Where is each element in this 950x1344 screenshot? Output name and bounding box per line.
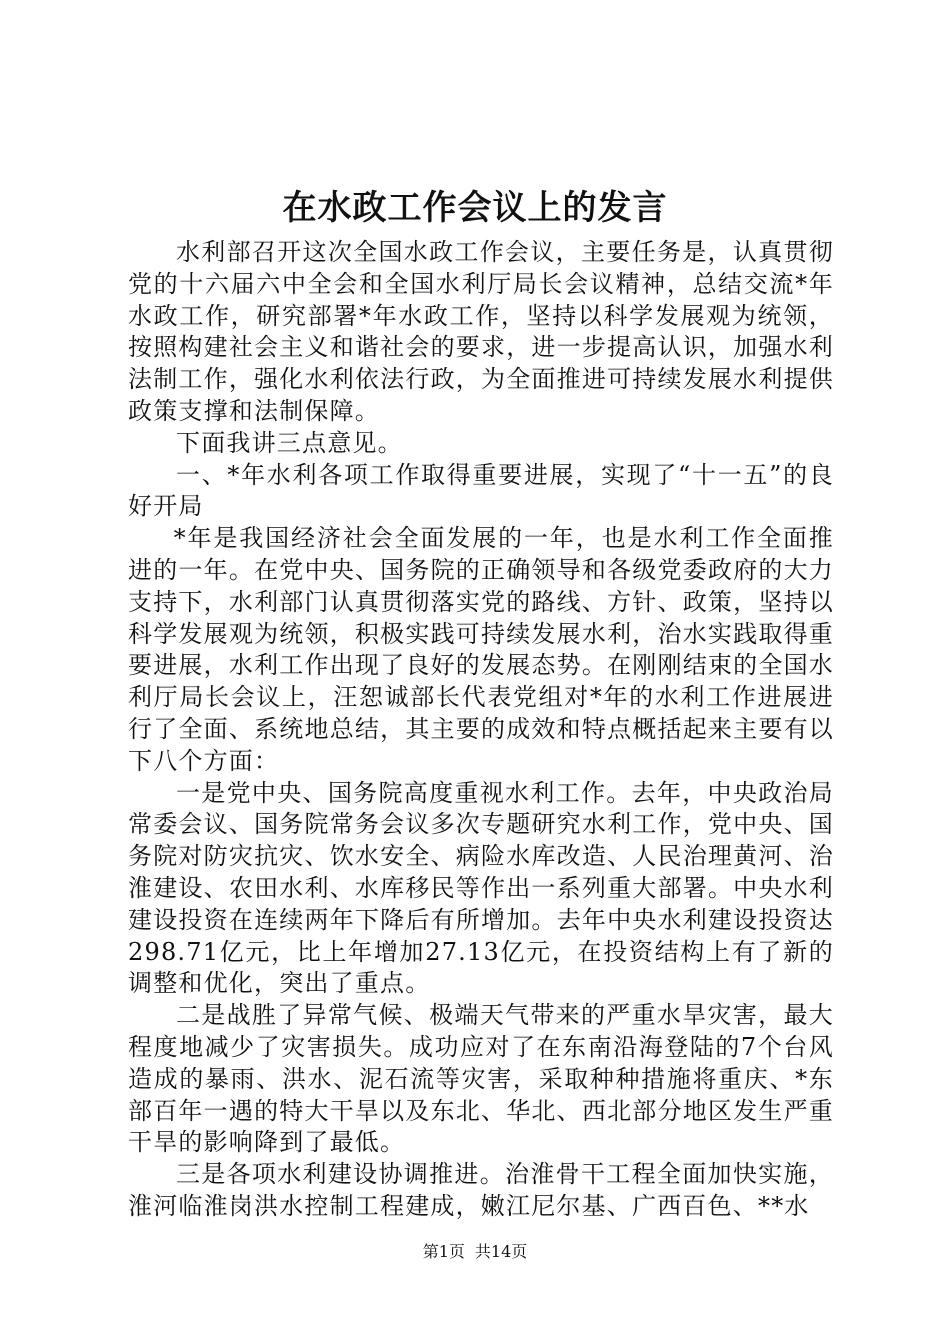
section-heading-one: 一、*年水利各项工作取得重要进展，实现了“十一五”的良好开局 xyxy=(128,460,834,521)
document-title: 在水政工作会议上的发言 xyxy=(282,188,668,228)
page-total: 共14页 xyxy=(474,1242,528,1261)
paragraph-point-three: 三是各项水利建设协调推进。治淮骨干工程全面加快实施，淮河临淮岗洪水控制工程建成，嫩江尼尔基、广西百色、**水 xyxy=(128,1160,834,1220)
paragraph-point-two: 二是战胜了异常气候、极端天气带来的严重水旱灾害，最大程度地减少了灾害损失。成功应对了在东南沿海登陆的7个台风造成的暴雨、洪水、泥石流等灾害，采取种种措施将重庆、*东部百年一遇的特大干旱以及东北、华北、西北部分地区发生严重干旱的影响降到了最低。 xyxy=(128,1001,834,1157)
page-number: 第1页 xyxy=(422,1242,465,1261)
page-footer xyxy=(0,1240,950,1264)
paragraph-intro: 水利部召开这次全国水政工作会议，主要任务是，认真贯彻党的十六届六中全会和全国水利厅局长会议精神，总结交流*年水政工作，研究部署*年水政工作，坚持以科学发展观为统领，按照构建社会主义和谐社会的要求，进一步提高认识，加强水利法制工作，强化水利依法行政，为全面推进可持续发展水利提供政策支撑和法制保障。 xyxy=(128,238,834,425)
paragraph-point-one: 一是党中央、国务院高度重视水利工作。去年，中央政治局常委会议、国务院常务会议多次专题研究水利工作，党中央、国务院对防灾抗灾、饮水安全、病险水库改造、人民治理黄河、治淮建设、农田水利、水库移民等作出一系列重大部署。中央水利建设投资在连续两年下降后有所增加。去年中央水利建设投资达298.71亿元，比上年增加27.13亿元，在投资结构上有了新的调整和优化，突出了重点。 xyxy=(128,778,834,998)
document-body xyxy=(128,237,834,1223)
paragraph-outline: 下面我讲三点意见。 xyxy=(176,428,403,457)
paragraph-progress-summary: *年是我国经济社会全面发展的一年，也是水利工作全面推进的一年。在党中央、国务院的正确领导和各级党委政府的大力支持下，水利部门认真贯彻落实党的路线、方针、政策，坚持以科学发展观为统领，积极实践可持续发展水利，治水实践取得重要进展，水利工作出现了良好的发展态势。在刚刚结束的全国水利厅局长会议上，汪恕诚部长代表党组对*年的水利工作进展进行了全面、系统地总结，其主要的成效和特点概括起来主要有以下八个方面： xyxy=(128,524,834,775)
